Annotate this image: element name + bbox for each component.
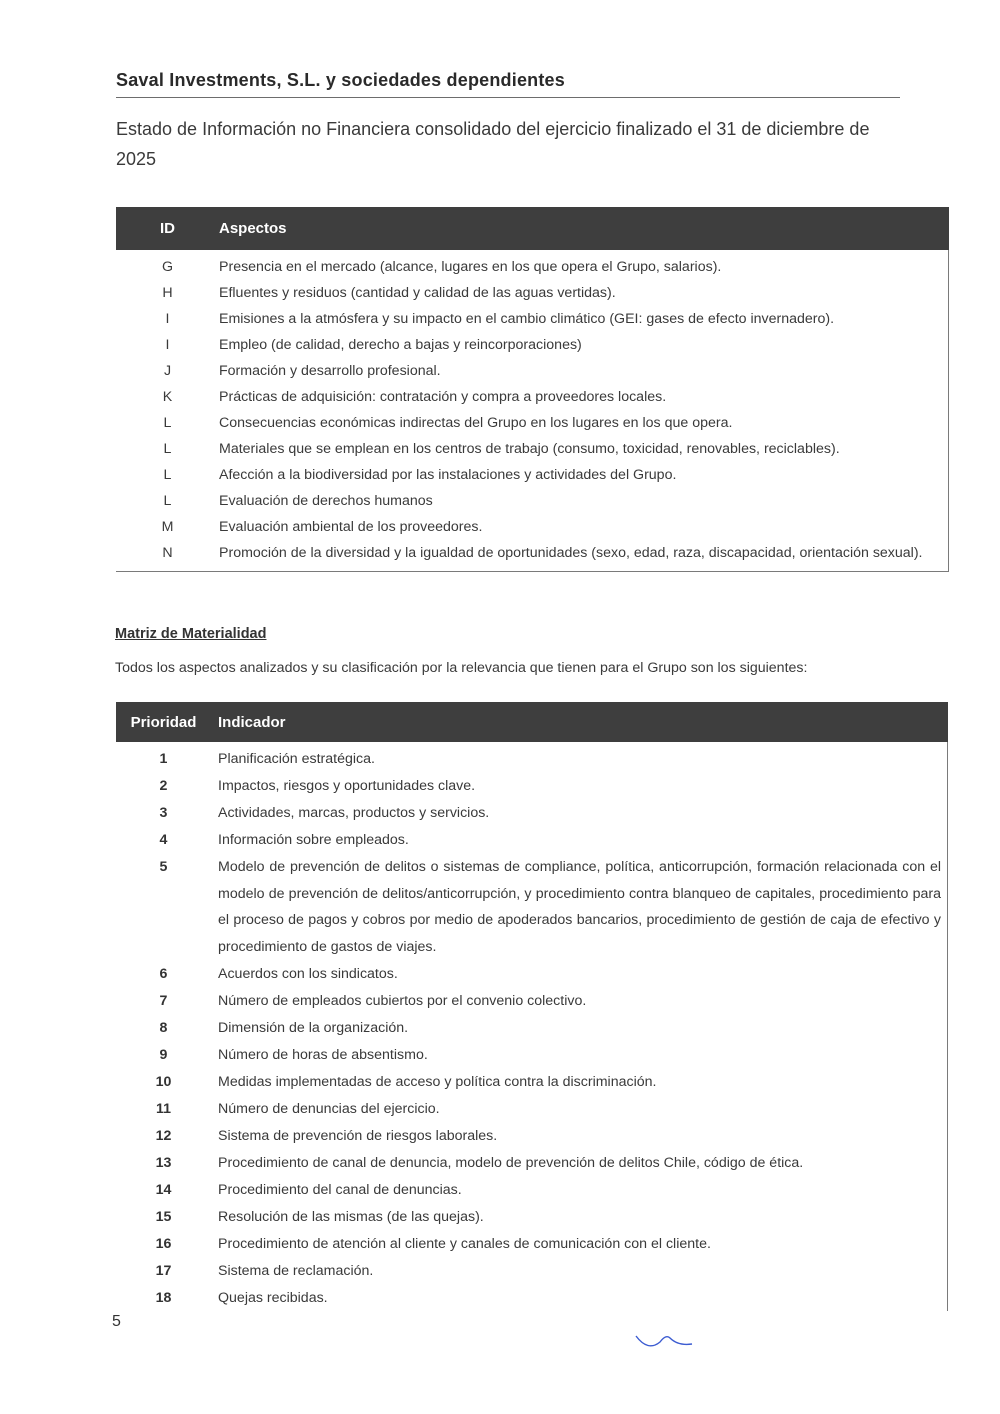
matrix-row <box>116 1041 948 1068</box>
matrix-row <box>116 1176 948 1203</box>
matrix-priority: 2 <box>159 778 168 794</box>
aspects-row <box>116 332 949 358</box>
aspects-row <box>116 306 949 332</box>
matrix-row <box>116 987 948 1014</box>
matrix-priority: 6 <box>159 965 168 982</box>
aspects-header-row <box>116 207 949 250</box>
report-title: Estado de Información no Financiera consolidado del ejercicio finalizado el 31 de diciembre de 2025 <box>116 119 870 169</box>
matrix-col-indicator: Indicador <box>211 702 948 742</box>
matrix-row <box>116 1014 948 1041</box>
aspect-text: Efluentes y residuos (cantidad y calidad de las aguas vertidas). <box>219 280 949 306</box>
aspect-id: K <box>162 389 173 405</box>
matrix-priority: 3 <box>159 805 168 821</box>
matrix-row <box>116 742 948 773</box>
aspects-row <box>116 540 949 572</box>
aspect-id: L <box>163 467 172 483</box>
matrix-priority: 17 <box>155 1262 172 1279</box>
matrix-priority: 16 <box>155 1235 172 1252</box>
aspect-id: H <box>162 285 173 301</box>
aspects-row <box>116 358 949 384</box>
matrix-indicator: Información sobre empleados. <box>211 827 948 854</box>
matrix-col-priority: Prioridad <box>116 702 211 742</box>
header-rule <box>116 97 900 98</box>
aspect-id: L <box>163 441 172 457</box>
aspect-text: Materiales que se emplean en los centros de trabajo (consumo, toxicidad, renovables, reciclables). <box>219 436 949 462</box>
aspect-id: L <box>163 415 172 431</box>
matrix-intro: Todos los aspectos analizados y su clasificación por la relevancia que tienen para el Grupo son los siguientes: <box>115 660 808 676</box>
aspects-table <box>116 207 949 572</box>
matrix-indicator: Quejas recibidas. <box>211 1284 948 1311</box>
aspects-row <box>116 384 949 410</box>
matrix-priority: 8 <box>159 1019 168 1036</box>
aspect-id: I <box>165 337 170 353</box>
matrix-indicator: Número de denuncias del ejercicio. <box>211 1095 948 1122</box>
matrix-priority: 9 <box>159 1046 168 1063</box>
aspects-row <box>116 488 949 514</box>
matrix-priority: 14 <box>155 1181 172 1198</box>
aspect-id: M <box>161 519 174 535</box>
aspects-row <box>116 514 949 540</box>
aspects-row <box>116 410 949 436</box>
matrix-indicator: Dimensión de la organización. <box>211 1014 948 1041</box>
matrix-priority: 7 <box>159 992 168 1009</box>
aspect-id: G <box>161 259 174 275</box>
matrix-row <box>116 1149 948 1176</box>
page-number: 5 <box>112 1313 121 1330</box>
matrix-indicator: Procedimiento de canal de denuncia, modelo de prevención de delitos Chile, código de ética. <box>211 1149 948 1176</box>
matrix-priority: 13 <box>155 1154 172 1171</box>
aspect-text: Afección a la biodiversidad por las instalaciones y actividades del Grupo. <box>219 462 949 488</box>
aspect-text: Promoción de la diversidad y la igualdad de oportunidades (sexo, edad, raza, discapacidad, orientación sexual). <box>219 540 949 572</box>
matrix-priority: 1 <box>159 751 168 767</box>
matrix-indicator: Sistema de prevención de riesgos laborales. <box>211 1122 948 1149</box>
matrix-row <box>116 1203 948 1230</box>
matrix-priority: 15 <box>155 1208 172 1225</box>
matrix-row <box>116 960 948 987</box>
aspect-id: J <box>163 363 172 379</box>
aspects-row <box>116 280 949 306</box>
matrix-row <box>116 854 948 961</box>
matrix-indicator: Número de empleados cubiertos por el convenio colectivo. <box>211 987 948 1014</box>
aspect-id: N <box>162 545 173 561</box>
aspect-text: Consecuencias económicas indirectas del Grupo en los lugares en los que opera. <box>219 410 949 436</box>
aspects-row <box>116 250 949 280</box>
matrix-indicator: Planificación estratégica. <box>211 742 948 773</box>
matrix-indicator: Actividades, marcas, productos y servicios. <box>211 800 948 827</box>
matrix-heading: Matriz de Materialidad <box>115 626 267 642</box>
matrix-indicator: Resolución de las mismas (de las quejas). <box>211 1203 948 1230</box>
matrix-row <box>116 1257 948 1284</box>
aspects-row <box>116 436 949 462</box>
matrix-priority: 12 <box>155 1127 172 1144</box>
matrix-indicator: Procedimiento del canal de denuncias. <box>211 1176 948 1203</box>
aspect-text: Presencia en el mercado (alcance, lugares en los que opera el Grupo, salarios). <box>219 250 949 280</box>
matrix-indicator: Sistema de reclamación. <box>211 1257 948 1284</box>
aspect-text: Evaluación ambiental de los proveedores. <box>219 514 949 540</box>
matrix-row <box>116 1122 948 1149</box>
matrix-priority: 5 <box>159 859 168 875</box>
aspects-col-id: ID <box>116 207 219 250</box>
aspects-row <box>116 462 949 488</box>
company-name: Saval Investments, S.L. y sociedades dependientes <box>116 70 565 90</box>
matrix-priority: 4 <box>159 832 168 848</box>
signature-mark <box>634 1330 698 1352</box>
matrix-indicator: Medidas implementadas de acceso y política contra la discriminación. <box>211 1068 948 1095</box>
matrix-indicator: Número de horas de absentismo. <box>211 1041 948 1068</box>
matrix-row <box>116 827 948 854</box>
aspect-text: Empleo (de calidad, derecho a bajas y reincorporaciones) <box>219 332 949 358</box>
matrix-row <box>116 1095 948 1122</box>
matrix-row <box>116 800 948 827</box>
materiality-matrix-table <box>116 702 948 1311</box>
matrix-priority: 11 <box>156 1100 171 1117</box>
matrix-priority: 18 <box>155 1289 172 1306</box>
aspect-id: I <box>165 311 170 327</box>
matrix-header-row <box>116 702 948 742</box>
aspects-col-aspect: Aspectos <box>219 207 949 250</box>
aspect-text: Formación y desarrollo profesional. <box>219 358 949 384</box>
matrix-indicator: Acuerdos con los sindicatos. <box>211 960 948 987</box>
matrix-priority: 10 <box>155 1073 172 1090</box>
matrix-row <box>116 1284 948 1311</box>
aspect-text: Prácticas de adquisición: contratación y compra a proveedores locales. <box>219 384 949 410</box>
aspect-id: L <box>163 493 172 509</box>
matrix-row <box>116 773 948 800</box>
matrix-row <box>116 1230 948 1257</box>
matrix-indicator: Procedimiento de atención al cliente y canales de comunicación con el cliente. <box>211 1230 948 1257</box>
aspect-text: Evaluación de derechos humanos <box>219 488 949 514</box>
matrix-indicator: Impactos, riesgos y oportunidades clave. <box>211 773 948 800</box>
matrix-indicator: Modelo de prevención de delitos o sistemas de compliance, política, anticorrupción, formación relacionada con el modelo de prevención de delitos/anticorrupción, y procedimiento contra blanqueo de capitales, procedimiento para el proceso de pagos y cobros por medio de apoderados bancarios, procedimiento de gestión de caja de efectivo y procedimiento de gastos de viajes. <box>211 854 948 961</box>
aspect-text: Emisiones a la atmósfera y su impacto en el cambio climático (GEI: gases de efecto invernadero). <box>219 306 949 332</box>
matrix-row <box>116 1068 948 1095</box>
